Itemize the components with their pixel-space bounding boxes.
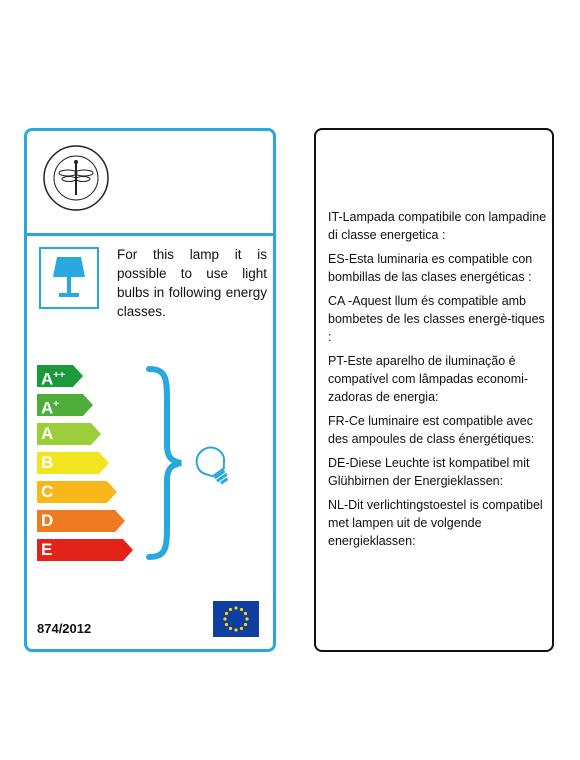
translations-list	[328, 208, 550, 556]
energy-class-a: A	[37, 423, 101, 445]
brace-icon	[145, 365, 185, 561]
light-bulb-icon	[189, 441, 237, 489]
lamp-icon-box	[39, 247, 99, 309]
energy-class-a-plus: A+	[37, 394, 93, 416]
translation-fr: FR-Ce luminaire est compatible avec des ampoules de class énergétiques:	[328, 414, 535, 446]
energy-class-b: B	[37, 452, 109, 474]
translation-it: IT-Lampada compatibile con lampadine di classe energetica :	[328, 210, 547, 242]
table-lamp-icon	[41, 249, 97, 307]
dragonfly-seal-icon	[41, 143, 111, 213]
energy-class-a-plus-plus: A++	[37, 365, 77, 387]
translation-ca: CA -Aquest llum és compatible amb bombetes de les classes energè-tiques :	[328, 294, 545, 344]
divider	[27, 233, 273, 236]
translation-de: DE-Diese Leuchte ist kompatibel mit Glühbirnen der Energieklassen:	[328, 456, 530, 488]
eu-flag-icon	[213, 601, 259, 637]
translation-pt: PT-Este aparelho de iluminação é compatível com lâmpadas economi-zadoras de energia:	[328, 354, 529, 404]
regulation-number: 874/2012	[37, 621, 92, 636]
translation-es: ES-Esta luminaria es compatible con bombillas de las clases energéticas :	[328, 252, 533, 284]
energy-label-card	[24, 128, 276, 652]
translation-nl: NL-Dit verlichtingstoestel is compatibel met lampen uit de volgende energieklassen:	[328, 498, 543, 548]
lamp-compat-text: For this lamp it is possible to use light bulbs in following energy classes.	[117, 247, 267, 319]
energy-class-d: D	[37, 510, 125, 532]
energy-class-c: C	[37, 481, 117, 503]
energy-class-e: E	[37, 539, 133, 561]
translations-card	[314, 128, 554, 652]
